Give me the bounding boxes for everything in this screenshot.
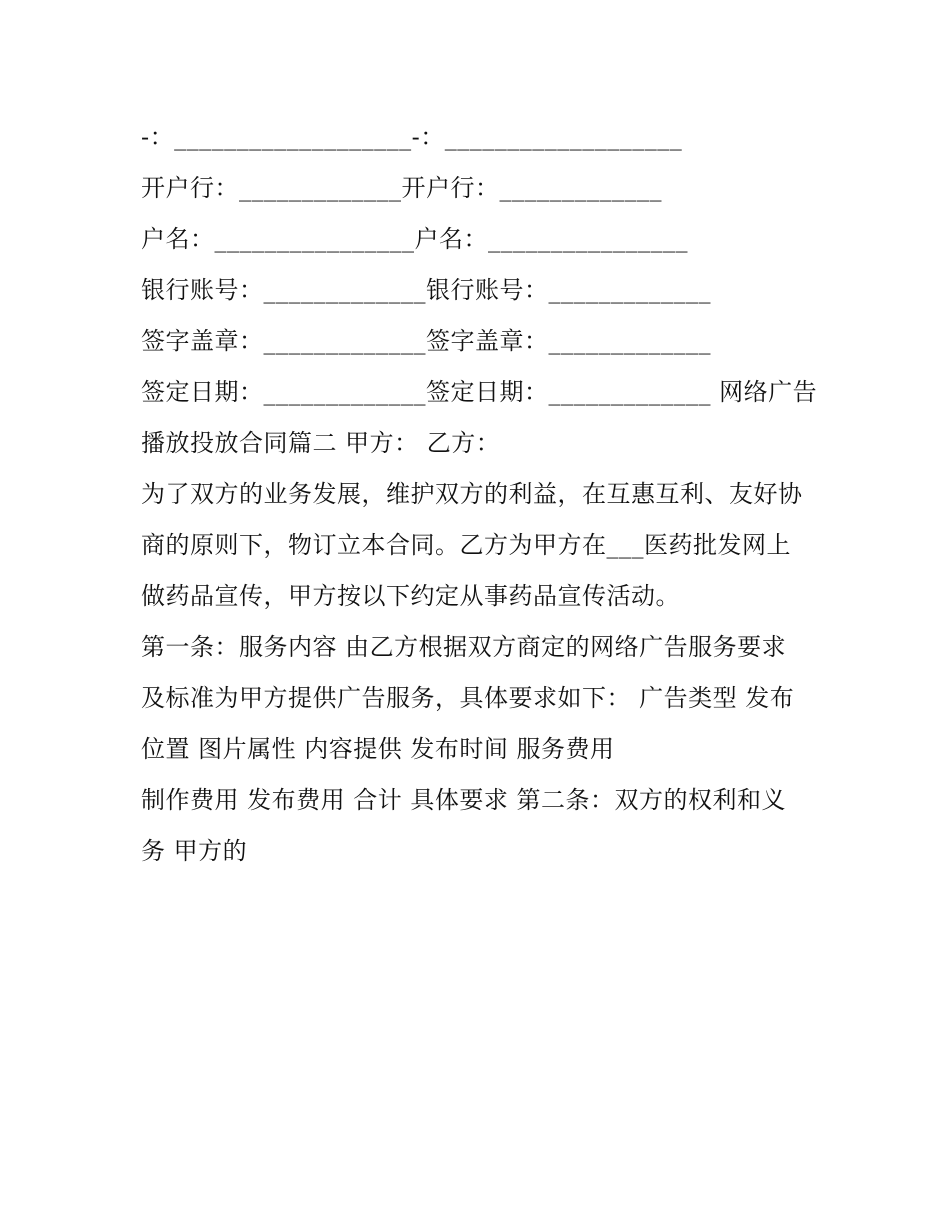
contract-title-line: 播放投放合同篇二 甲方： 乙方：	[141, 429, 501, 457]
signature-header-line: -：___________________-：___________________	[141, 123, 683, 151]
account-name-line: 户名：________________户名：________________	[141, 225, 688, 253]
body-text-line: 做药品宣传，甲方按以下约定从事药品宣传活动。	[141, 582, 680, 610]
signature-seal-line: 签字盖章：_____________签字盖章：_____________	[141, 327, 711, 355]
body-text-line: 为了双方的业务发展，维护双方的利益，在互惠互利、友好协	[141, 480, 803, 508]
clause-one-line: 第一条：服务内容 由乙方根据双方商定的网络广告服务要求	[141, 633, 787, 661]
clause-two-line: 制作费用 发布费用 合计 具体要求 第二条：双方的权利和义	[141, 786, 787, 814]
body-text-line: 位置 图片属性 内容提供 发布时间 服务费用	[141, 735, 615, 763]
bank-name-line: 开户行：_____________开户行：_____________	[141, 174, 662, 202]
signing-date-line: 签定日期：_____________签定日期：_____________ 网络广告	[141, 378, 818, 406]
bank-account-line: 银行账号：_____________银行账号：_____________	[141, 276, 711, 304]
body-text-line: 务 甲方的	[141, 837, 248, 865]
document-page	[141, 112, 831, 877]
body-text-line: 商的原则下，物订立本合同。乙方为甲方在___医药批发网上	[141, 531, 791, 559]
body-text-line: 及标准为甲方提供广告服务，具体要求如下： 广告类型 发布	[141, 684, 795, 712]
